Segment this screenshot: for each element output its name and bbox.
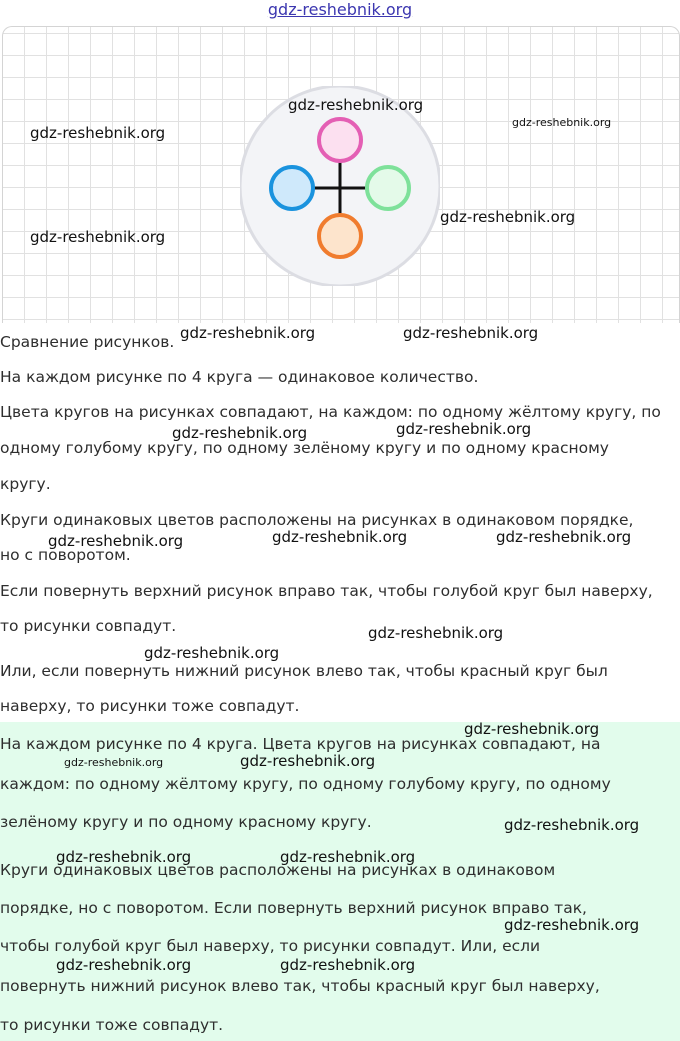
header-watermark-link[interactable]: gdz-reshebnik.org	[267, 0, 413, 19]
answer-line-5: порядке, но с поворотом. Если повернуть верхний рисунок вправо так,	[0, 899, 587, 917]
watermark: gdz-reshebnik.org	[180, 324, 316, 342]
answer-line-3: зелёному кругу и по одному красному кругу.	[0, 813, 372, 831]
solution-line-5: кругу.	[0, 475, 51, 493]
watermark: gdz-reshebnik.org	[512, 116, 612, 129]
answer-line-4: Круги одинаковых цветов расположены на рисунках в одинаковом	[0, 861, 556, 879]
watermark: gdz-reshebnik.org	[56, 848, 192, 866]
answer-line-6: чтобы голубой круг был наверху, то рисунки совпадут. Или, если	[0, 937, 541, 955]
solution-line-11: наверху, то рисунки тоже совпадут.	[0, 697, 300, 715]
solution-line-1: Сравнение рисунков.	[0, 333, 175, 351]
watermark: gdz-reshebnik.org	[30, 228, 166, 246]
watermark: gdz-reshebnik.org	[30, 124, 166, 142]
solution-line-4: одному голубому кругу, по одному зелёному кругу и по одному красному	[0, 439, 609, 457]
watermark: gdz-reshebnik.org	[440, 208, 576, 226]
pink-circle	[319, 119, 361, 161]
solution-line-6: Круги одинаковых цветов расположены на рисунках в одинаковом порядке,	[0, 511, 634, 529]
watermark: gdz-reshebnik.org	[48, 532, 184, 550]
watermark: gdz-reshebnik.org	[64, 756, 164, 769]
watermark: gdz-reshebnik.org	[56, 956, 192, 974]
watermark: gdz-reshebnik.org	[504, 816, 640, 834]
watermark: gdz-reshebnik.org	[403, 324, 539, 342]
answer-line-7: повернуть нижний рисунок влево так, чтобы красный круг был наверху,	[0, 977, 600, 995]
watermark: gdz-reshebnik.org	[504, 916, 640, 934]
watermark: gdz-reshebnik.org	[396, 420, 532, 438]
answer-line-1: На каждом рисунке по 4 круга. Цвета кругов на рисунках совпадают, на	[0, 735, 601, 753]
watermark: gdz-reshebnik.org	[280, 956, 416, 974]
watermark: gdz-reshebnik.org	[144, 644, 280, 662]
watermark: gdz-reshebnik.org	[496, 528, 632, 546]
circles-figure	[240, 86, 440, 286]
watermark: gdz-reshebnik.org	[272, 528, 408, 546]
watermark: gdz-reshebnik.org	[172, 424, 308, 442]
solution-line-3: Цвета кругов на рисунках совпадают, на каждом: по одному жёлтому кругу, по	[0, 403, 661, 421]
green-circle	[367, 167, 409, 209]
watermark: gdz-reshebnik.org	[464, 720, 600, 738]
watermark: gdz-reshebnik.org	[280, 848, 416, 866]
solution-line-10: Или, если повернуть нижний рисунок влево так, чтобы красный круг был	[0, 662, 608, 680]
solution-line-9: то рисунки совпадут.	[0, 617, 177, 635]
solution-line-2: На каждом рисунке по 4 круга — одинаковое количество.	[0, 368, 479, 386]
watermark: gdz-reshebnik.org	[240, 752, 376, 770]
answer-line-2: каждом: по одному жёлтому кругу, по одному голубому кругу, по одному	[0, 775, 611, 793]
watermark: gdz-reshebnik.org	[288, 96, 424, 114]
answer-line-8: то рисунки тоже совпадут.	[0, 1016, 224, 1034]
watermark: gdz-reshebnik.org	[368, 624, 504, 642]
solution-line-7: но с поворотом.	[0, 546, 131, 564]
blue-circle	[271, 167, 313, 209]
solution-line-8: Если повернуть верхний рисунок вправо так, чтобы голубой круг был наверху,	[0, 582, 653, 600]
orange-circle	[319, 215, 361, 257]
